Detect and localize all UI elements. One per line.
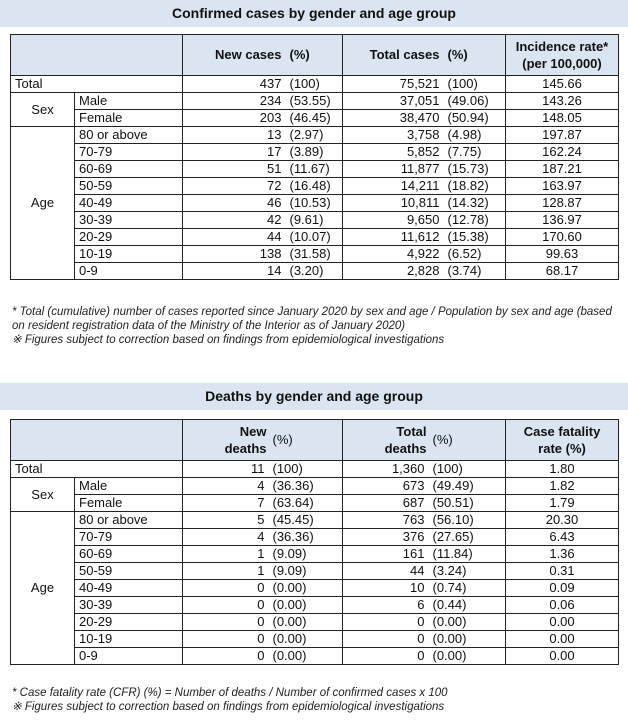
- table-row: [11, 76, 619, 93]
- cell-total: 38,470: [343, 110, 446, 127]
- cell-rate: 99.63: [506, 246, 619, 263]
- table-row: [11, 461, 619, 478]
- cell-total: 75,521: [343, 76, 446, 93]
- deaths-section: [0, 383, 628, 410]
- row-label: 10-19: [75, 246, 183, 263]
- cases-header-new: New cases: [183, 35, 288, 76]
- cell-total: 0: [343, 631, 431, 648]
- cell-rate: 6.43: [506, 529, 619, 546]
- deaths-header-rate-line2: rate (%): [538, 441, 586, 456]
- cell-new: 0: [183, 580, 271, 597]
- cell-rate: 0.00: [506, 631, 619, 648]
- group-age: Age: [11, 127, 75, 280]
- cell-total-pct: (6.52): [446, 246, 506, 263]
- table-row: [11, 195, 619, 212]
- cell-new-pct: (0.00): [271, 648, 343, 665]
- cell-rate: 1.36: [506, 546, 619, 563]
- cell-total: 5,852: [343, 144, 446, 161]
- cell-rate: 1.80: [506, 461, 619, 478]
- cell-total: 2,828: [343, 263, 446, 280]
- deaths-note-2: ※ Figures subject to correction based on findings from epidemiological investigations: [12, 701, 445, 713]
- cell-new: 14: [183, 263, 288, 280]
- cases-note-1: * Total (cumulative) number of cases reported since January 2020 by sex and age / Population by sex and age (based on resident registration data of the Ministry of the Interior as of January 2020): [12, 306, 612, 332]
- cell-new: 51: [183, 161, 288, 178]
- cell-new: 46: [183, 195, 288, 212]
- table-row: [11, 580, 619, 597]
- table-row: [11, 110, 619, 127]
- cell-new: 0: [183, 614, 271, 631]
- table-row: [11, 597, 619, 614]
- cell-total: 44: [343, 563, 431, 580]
- cell-new-pct: (16.48): [288, 178, 343, 195]
- cell-rate: 143.26: [506, 93, 619, 110]
- row-label: Total: [11, 461, 183, 478]
- row-label: 60-69: [75, 161, 183, 178]
- deaths-header-total-line1: Total: [396, 424, 427, 439]
- cell-total: 10,811: [343, 195, 446, 212]
- cell-rate: 0.00: [506, 648, 619, 665]
- table-row: [11, 246, 619, 263]
- cell-new: 13: [183, 127, 288, 144]
- row-label: 50-59: [75, 563, 183, 580]
- cell-total-pct: (100): [431, 461, 506, 478]
- table-row: [11, 212, 619, 229]
- row-label: Female: [75, 495, 183, 512]
- cell-new-pct: (45.45): [271, 512, 343, 529]
- table-row: [11, 178, 619, 195]
- cases-header-rate-line1: Incidence rate*: [515, 39, 609, 54]
- cell-new: 0: [183, 631, 271, 648]
- cell-rate: 197.87: [506, 127, 619, 144]
- cell-rate: 162.24: [506, 144, 619, 161]
- cell-new-pct: (0.00): [271, 631, 343, 648]
- cell-total: 14,211: [343, 178, 446, 195]
- cell-new-pct: (2.97): [288, 127, 343, 144]
- row-label: 40-49: [75, 195, 183, 212]
- cell-new-pct: (3.20): [288, 263, 343, 280]
- cell-new: 5: [183, 512, 271, 529]
- cell-new: 72: [183, 178, 288, 195]
- cell-total-pct: (50.94): [446, 110, 506, 127]
- cell-rate: 0.06: [506, 597, 619, 614]
- row-label: 80 or above: [75, 512, 183, 529]
- deaths-note-1: * Case fatality rate (CFR) (%) = Number of deaths / Number of confirmed cases x 100: [12, 687, 448, 699]
- cases-section: [0, 0, 628, 27]
- cases-table: [10, 34, 619, 280]
- table-row: [11, 631, 619, 648]
- cases-header-total-pct: (%): [446, 35, 506, 76]
- table-row: [11, 144, 619, 161]
- row-label: 70-79: [75, 529, 183, 546]
- cell-new: 11: [183, 461, 271, 478]
- cell-total-pct: (0.44): [431, 597, 506, 614]
- cases-header-rate-line2: (per 100,000): [522, 56, 602, 71]
- cell-total-pct: (18.82): [446, 178, 506, 195]
- group-sex: Sex: [11, 478, 75, 512]
- cell-total: 673: [343, 478, 431, 495]
- cases-header-rate: [506, 35, 619, 76]
- cell-total-pct: (0.00): [431, 631, 506, 648]
- cell-new-pct: (0.00): [271, 614, 343, 631]
- cell-total: 10: [343, 580, 431, 597]
- cell-total-pct: (27.65): [431, 529, 506, 546]
- cell-new-pct: (36.36): [271, 529, 343, 546]
- cell-total-pct: (50.51): [431, 495, 506, 512]
- cell-total-pct: (49.49): [431, 478, 506, 495]
- table-row: [11, 127, 619, 144]
- cell-total-pct: (3.74): [446, 263, 506, 280]
- cell-total: 3,758: [343, 127, 446, 144]
- cell-new-pct: (53.55): [288, 93, 343, 110]
- deaths-header-total: [343, 420, 431, 461]
- table-row: [11, 495, 619, 512]
- deaths-header-rate-line1: Case fatality: [523, 424, 601, 439]
- cell-total: 0: [343, 614, 431, 631]
- cell-rate: 0.09: [506, 580, 619, 597]
- cell-total: 0: [343, 648, 431, 665]
- row-label: 0-9: [75, 263, 183, 280]
- deaths-header-new-pct: (%): [271, 420, 343, 461]
- cell-new: 1: [183, 546, 271, 563]
- cell-new-pct: (11.67): [288, 161, 343, 178]
- cell-new-pct: (10.53): [288, 195, 343, 212]
- cell-total-pct: (49.06): [446, 93, 506, 110]
- table-row: [11, 229, 619, 246]
- cell-total: 9,650: [343, 212, 446, 229]
- cell-total: 11,612: [343, 229, 446, 246]
- cell-total-pct: (12.78): [446, 212, 506, 229]
- cell-new-pct: (3.89): [288, 144, 343, 161]
- deaths-header-new-line1: New: [239, 424, 267, 439]
- row-label: Male: [75, 93, 183, 110]
- cell-new: 4: [183, 478, 271, 495]
- row-label: Female: [75, 110, 183, 127]
- cell-new: 7: [183, 495, 271, 512]
- row-label: 20-29: [75, 614, 183, 631]
- deaths-header-new-line2: deaths: [224, 441, 267, 456]
- cases-title: Confirmed cases by gender and age group: [0, 0, 628, 27]
- cell-new-pct: (9.09): [271, 546, 343, 563]
- cell-new: 437: [183, 76, 288, 93]
- row-label: 20-29: [75, 229, 183, 246]
- group-sex: Sex: [11, 93, 75, 127]
- cell-total-pct: (4.98): [446, 127, 506, 144]
- cases-note-2: ※ Figures subject to correction based on findings from epidemiological investigations: [12, 334, 445, 346]
- deaths-header-new: [183, 420, 271, 461]
- cell-total: 161: [343, 546, 431, 563]
- table-row: [11, 478, 619, 495]
- table-row: [11, 161, 619, 178]
- cell-new-pct: (9.61): [288, 212, 343, 229]
- cell-total-pct: (7.75): [446, 144, 506, 161]
- table-row: [11, 563, 619, 580]
- cell-new-pct: (31.58): [288, 246, 343, 263]
- row-label: 0-9: [75, 648, 183, 665]
- cell-new: 234: [183, 93, 288, 110]
- cell-rate: 0.31: [506, 563, 619, 580]
- cell-new-pct: (100): [288, 76, 343, 93]
- row-label: Total: [11, 76, 183, 93]
- table-row: [11, 546, 619, 563]
- cases-header-blank: [11, 35, 183, 76]
- cell-new-pct: (36.36): [271, 478, 343, 495]
- row-label: 30-39: [75, 212, 183, 229]
- table-row: [11, 529, 619, 546]
- cases-header-total: Total cases: [343, 35, 446, 76]
- cell-new: 1: [183, 563, 271, 580]
- cell-new: 44: [183, 229, 288, 246]
- cell-new: 42: [183, 212, 288, 229]
- cell-rate: 0.00: [506, 614, 619, 631]
- cell-new-pct: (0.00): [271, 580, 343, 597]
- cell-new-pct: (63.64): [271, 495, 343, 512]
- row-label: 50-59: [75, 178, 183, 195]
- deaths-header-blank: [11, 420, 183, 461]
- cell-new-pct: (0.00): [271, 597, 343, 614]
- cell-rate: 148.05: [506, 110, 619, 127]
- table-row: [11, 93, 619, 110]
- cell-total: 687: [343, 495, 431, 512]
- cell-total-pct: (15.73): [446, 161, 506, 178]
- deaths-header-rate: [506, 420, 619, 461]
- cell-rate: 136.97: [506, 212, 619, 229]
- cell-total: 763: [343, 512, 431, 529]
- cell-total: 1,360: [343, 461, 431, 478]
- cell-new: 203: [183, 110, 288, 127]
- row-label: 30-39: [75, 597, 183, 614]
- table-row: [11, 648, 619, 665]
- row-label: Male: [75, 478, 183, 495]
- table-row: [11, 512, 619, 529]
- deaths-title: Deaths by gender and age group: [0, 383, 628, 410]
- cell-rate: 128.87: [506, 195, 619, 212]
- row-label: 60-69: [75, 546, 183, 563]
- cell-new-pct: (9.09): [271, 563, 343, 580]
- cell-new-pct: (46.45): [288, 110, 343, 127]
- cell-rate: 163.97: [506, 178, 619, 195]
- cell-new: 0: [183, 597, 271, 614]
- cell-rate: 170.60: [506, 229, 619, 246]
- cell-rate: 145.66: [506, 76, 619, 93]
- cell-total: 4,922: [343, 246, 446, 263]
- cell-new: 4: [183, 529, 271, 546]
- cell-total-pct: (0.74): [431, 580, 506, 597]
- cell-total-pct: (11.84): [431, 546, 506, 563]
- cell-total-pct: (3.24): [431, 563, 506, 580]
- row-label: 40-49: [75, 580, 183, 597]
- cell-rate: 68.17: [506, 263, 619, 280]
- cell-total: 376: [343, 529, 431, 546]
- row-label: 70-79: [75, 144, 183, 161]
- table-row: [11, 263, 619, 280]
- cell-rate: 20.30: [506, 512, 619, 529]
- cell-total-pct: (14.32): [446, 195, 506, 212]
- cell-rate: 1.79: [506, 495, 619, 512]
- group-age: Age: [11, 512, 75, 665]
- cell-rate: 1.82: [506, 478, 619, 495]
- cell-rate: 187.21: [506, 161, 619, 178]
- cell-new-pct: (10.07): [288, 229, 343, 246]
- cases-header-new-pct: (%): [288, 35, 343, 76]
- cell-total: 6: [343, 597, 431, 614]
- row-label: 80 or above: [75, 127, 183, 144]
- deaths-header-total-line2: deaths: [384, 441, 427, 456]
- table-row: [11, 614, 619, 631]
- cell-total: 37,051: [343, 93, 446, 110]
- cell-total-pct: (15.38): [446, 229, 506, 246]
- cell-total-pct: (56.10): [431, 512, 506, 529]
- deaths-table: [10, 419, 619, 665]
- cell-total: 11,877: [343, 161, 446, 178]
- cell-total-pct: (100): [446, 76, 506, 93]
- deaths-header-total-pct: (%): [431, 420, 506, 461]
- cell-new: 138: [183, 246, 288, 263]
- row-label: 10-19: [75, 631, 183, 648]
- cell-total-pct: (0.00): [431, 648, 506, 665]
- cell-new: 17: [183, 144, 288, 161]
- cell-new-pct: (100): [271, 461, 343, 478]
- cell-new: 0: [183, 648, 271, 665]
- cell-total-pct: (0.00): [431, 614, 506, 631]
